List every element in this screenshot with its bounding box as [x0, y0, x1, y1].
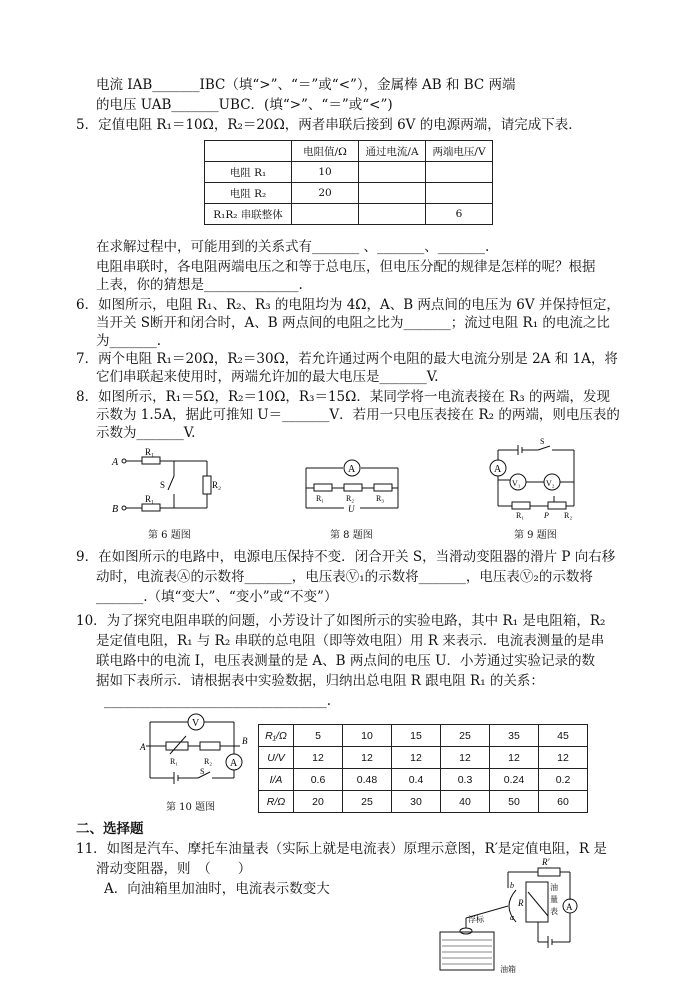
- table-cell: 12: [343, 747, 392, 769]
- q10-line2: 是定值电阻，R₁ 与 R₂ 串联的总电阻（即等效电阻）用 R 来表示．电流表测量的是串: [96, 633, 605, 649]
- label: 油: [550, 883, 558, 892]
- table-cell: 12: [490, 747, 539, 769]
- q7-line1: 7．两个电阻 R₁＝20Ω，R₂＝30Ω，若允许通过两个电阻的最大电流分别是 2A 和 1A，将: [76, 351, 618, 367]
- figure-8-circuit: [300, 450, 410, 520]
- label: B: [242, 736, 248, 746]
- table-cell: 40: [441, 791, 490, 813]
- q5-after2: 电阻串联时，各电阻两端电压之和等于总电压，但电压分配的规律是怎样的呢？根据: [96, 259, 596, 275]
- table-cell: 10: [292, 162, 359, 183]
- figure-9-circuit: [488, 437, 584, 520]
- label: B: [112, 504, 119, 515]
- table-cell: 12: [539, 747, 588, 769]
- table-cell: 10: [343, 725, 392, 747]
- table-cell: R₁R₂ 串联整体: [205, 204, 292, 225]
- label: 浮标: [468, 915, 484, 924]
- label: A: [140, 742, 146, 752]
- label: R: [518, 898, 524, 908]
- label: S: [540, 437, 545, 446]
- table-cell: 60: [539, 791, 588, 813]
- table-cell: 12: [441, 747, 490, 769]
- table-cell: 0.48: [343, 769, 392, 791]
- q8-line3: 示数为_______V.: [96, 425, 196, 441]
- q4-line1: 电流 IAB_______IBC（填“>”、“＝”或“<”），金属棒 AB 和 BC 两端: [96, 77, 516, 93]
- label: a: [510, 913, 514, 922]
- q10-line4: 据如下表所示．请根据表中实验数据，归纳出总电阻 R 跟电阻 R₁ 的关系：: [96, 673, 544, 689]
- q10-data-table: [258, 724, 588, 813]
- table-cell: 电阻 R₂: [205, 183, 292, 204]
- label: R₁: [170, 757, 179, 766]
- q7-line2: 它们串联起来使用时，两端允许加的最大电压是_______V.: [96, 369, 439, 385]
- label: R₁: [145, 494, 155, 504]
- figure-8-caption: 第 8 题图: [330, 530, 373, 541]
- table-cell: 0.4: [392, 769, 441, 791]
- q10-line1: 10．为了探究电阻串联的问题，小芳设计了如图所示的实验电路，其中 R₁ 是电阻箱，R₂: [76, 613, 606, 629]
- label: R₂: [204, 757, 213, 766]
- q5-after3: 上表，你的猜想是______________.: [96, 277, 303, 293]
- table-row: [205, 183, 493, 204]
- label: R₃: [376, 494, 385, 503]
- label: 表: [550, 907, 558, 916]
- q6-line1: 6．如图所示，电阻 R₁、R₂、R₃ 的电阻均为 4Ω，A、B 两点间的电压为 6V 并保持恒定，: [76, 297, 620, 313]
- label: S: [160, 480, 166, 490]
- table-row: [205, 162, 493, 183]
- table-cell: 0.3: [441, 769, 490, 791]
- ammeter-icon: A: [230, 758, 238, 769]
- table-cell: 0.2: [539, 769, 588, 791]
- table-row: [205, 141, 493, 162]
- table-cell: 15: [392, 725, 441, 747]
- q11-option-a: A．向油箱里加油时，电流表示数变大: [104, 881, 330, 897]
- table-row: [259, 769, 588, 791]
- label: U: [348, 504, 355, 514]
- q10-line3: 联电路中的电流 I，电压表测量的是 A、B 两点间的电压 U．小芳通过实验记录的数: [96, 653, 596, 669]
- voltmeter-icon: V: [192, 718, 200, 729]
- table-cell: [359, 183, 426, 204]
- table-cell: 20: [292, 183, 359, 204]
- label: R₂: [564, 511, 573, 520]
- table-cell: [426, 183, 493, 204]
- label: R₁: [145, 447, 155, 457]
- q11-line2: 滑动变阻器，则 （ ）: [96, 861, 252, 877]
- table-cell: 6: [426, 204, 493, 225]
- label: 量: [550, 895, 558, 904]
- table-cell: I/A: [259, 769, 294, 791]
- table-cell: U/V: [259, 747, 294, 769]
- label: R′: [542, 857, 550, 867]
- section-heading: 二、选择题: [76, 821, 144, 837]
- table-cell: R/Ω: [259, 791, 294, 813]
- q10-line5: _________________________________.: [104, 693, 332, 709]
- figure-10-caption: 第 10 题图: [166, 802, 216, 813]
- q8-line2: 示数为 1.5A，据此可推知 U＝_______V．若用一只电压表接在 R₂ 的两端，则电压表的: [96, 407, 620, 423]
- table-cell: 电阻值/Ω: [292, 141, 359, 162]
- table-cell: 50: [490, 791, 539, 813]
- figure-6-circuit: [112, 446, 220, 518]
- label: R₂: [346, 494, 355, 503]
- table-cell: 0.6: [294, 769, 343, 791]
- q9-line2: 动时，电流表Ⓐ的示数将_______，电压表Ⓥ₁的示数将_______，电压表Ⓥ₂的示数将: [96, 569, 593, 585]
- q6-line3: 为_______.: [96, 333, 162, 349]
- ammeter-icon: A: [566, 902, 573, 912]
- voltmeter-icon: V₁: [512, 479, 521, 488]
- table-cell: [426, 162, 493, 183]
- ammeter-icon: A: [348, 464, 356, 475]
- table-cell: R₁/Ω: [259, 725, 294, 747]
- label: P: [544, 511, 549, 520]
- table-cell: [205, 141, 292, 162]
- table-cell: 12: [392, 747, 441, 769]
- ammeter-icon: A: [494, 464, 502, 475]
- table-cell: 25: [441, 725, 490, 747]
- table-cell: 5: [294, 725, 343, 747]
- q9-line1: 9．在如图所示的电路中，电源电压保持不变．闭合开关 S，当滑动变阻器的滑片 P 向右移: [76, 549, 616, 565]
- label: R₁: [516, 511, 525, 520]
- figure-10-circuit: [140, 708, 252, 790]
- table-cell: 35: [490, 725, 539, 747]
- table-cell: 电阻 R₁: [205, 162, 292, 183]
- q9-line3: _______.（填“变大”、“变小”或“不变”）: [96, 589, 338, 605]
- table-cell: 25: [343, 791, 392, 813]
- table-cell: [359, 162, 426, 183]
- table-cell: 12: [294, 747, 343, 769]
- label: A: [112, 457, 119, 468]
- table-cell: 20: [294, 791, 343, 813]
- figure-11-fuel-gauge: [438, 856, 586, 978]
- table-row: [259, 747, 588, 769]
- q5-table: [204, 140, 493, 225]
- table-cell: [292, 204, 359, 225]
- table-cell: 0.24: [490, 769, 539, 791]
- figure-6-caption: 第 6 题图: [148, 530, 191, 541]
- table-cell: [359, 204, 426, 225]
- label: 油箱: [500, 965, 516, 974]
- q8-line1: 8．如图所示，R₁＝5Ω，R₂＝10Ω，R₃＝15Ω．某同学将一电流表接在 R₃ 的两端，发现: [76, 389, 611, 405]
- table-cell: 30: [392, 791, 441, 813]
- table-row: [259, 791, 588, 813]
- label: S: [200, 767, 205, 776]
- q11-line1: 11．如图是汽车、摩托车油量表（实际上就是电流表）原理示意图，R′是定值电阻，R 是: [76, 841, 607, 857]
- label: b: [510, 881, 514, 890]
- voltmeter-icon: V₂: [546, 479, 555, 488]
- label: R₁: [316, 494, 325, 503]
- table-row: [205, 204, 493, 225]
- q5-after1: 在求解过程中，可能用到的关系式有_______ 、_______、_______.: [96, 239, 490, 255]
- figure-9-caption: 第 9 题图: [514, 530, 557, 541]
- label: R₂: [212, 480, 222, 490]
- table-cell: 45: [539, 725, 588, 747]
- q5-stem: 5．定值电阻 R₁＝10Ω，R₂＝20Ω，两者串联后接到 6V 的电源两端，请完成下表．: [76, 117, 582, 133]
- table-cell: 通过电流/A: [359, 141, 426, 162]
- q4-line2: 的电压 UAB_______UBC．(填“>”、“＝”或“<”): [96, 97, 393, 113]
- table-cell: 两端电压/V: [426, 141, 493, 162]
- q6-line2: 当开关 S断开和闭合时，A、B 两点间的电阻之比为_______；流过电阻 R₁ 的电流之比: [96, 315, 610, 331]
- table-row: [259, 725, 588, 747]
